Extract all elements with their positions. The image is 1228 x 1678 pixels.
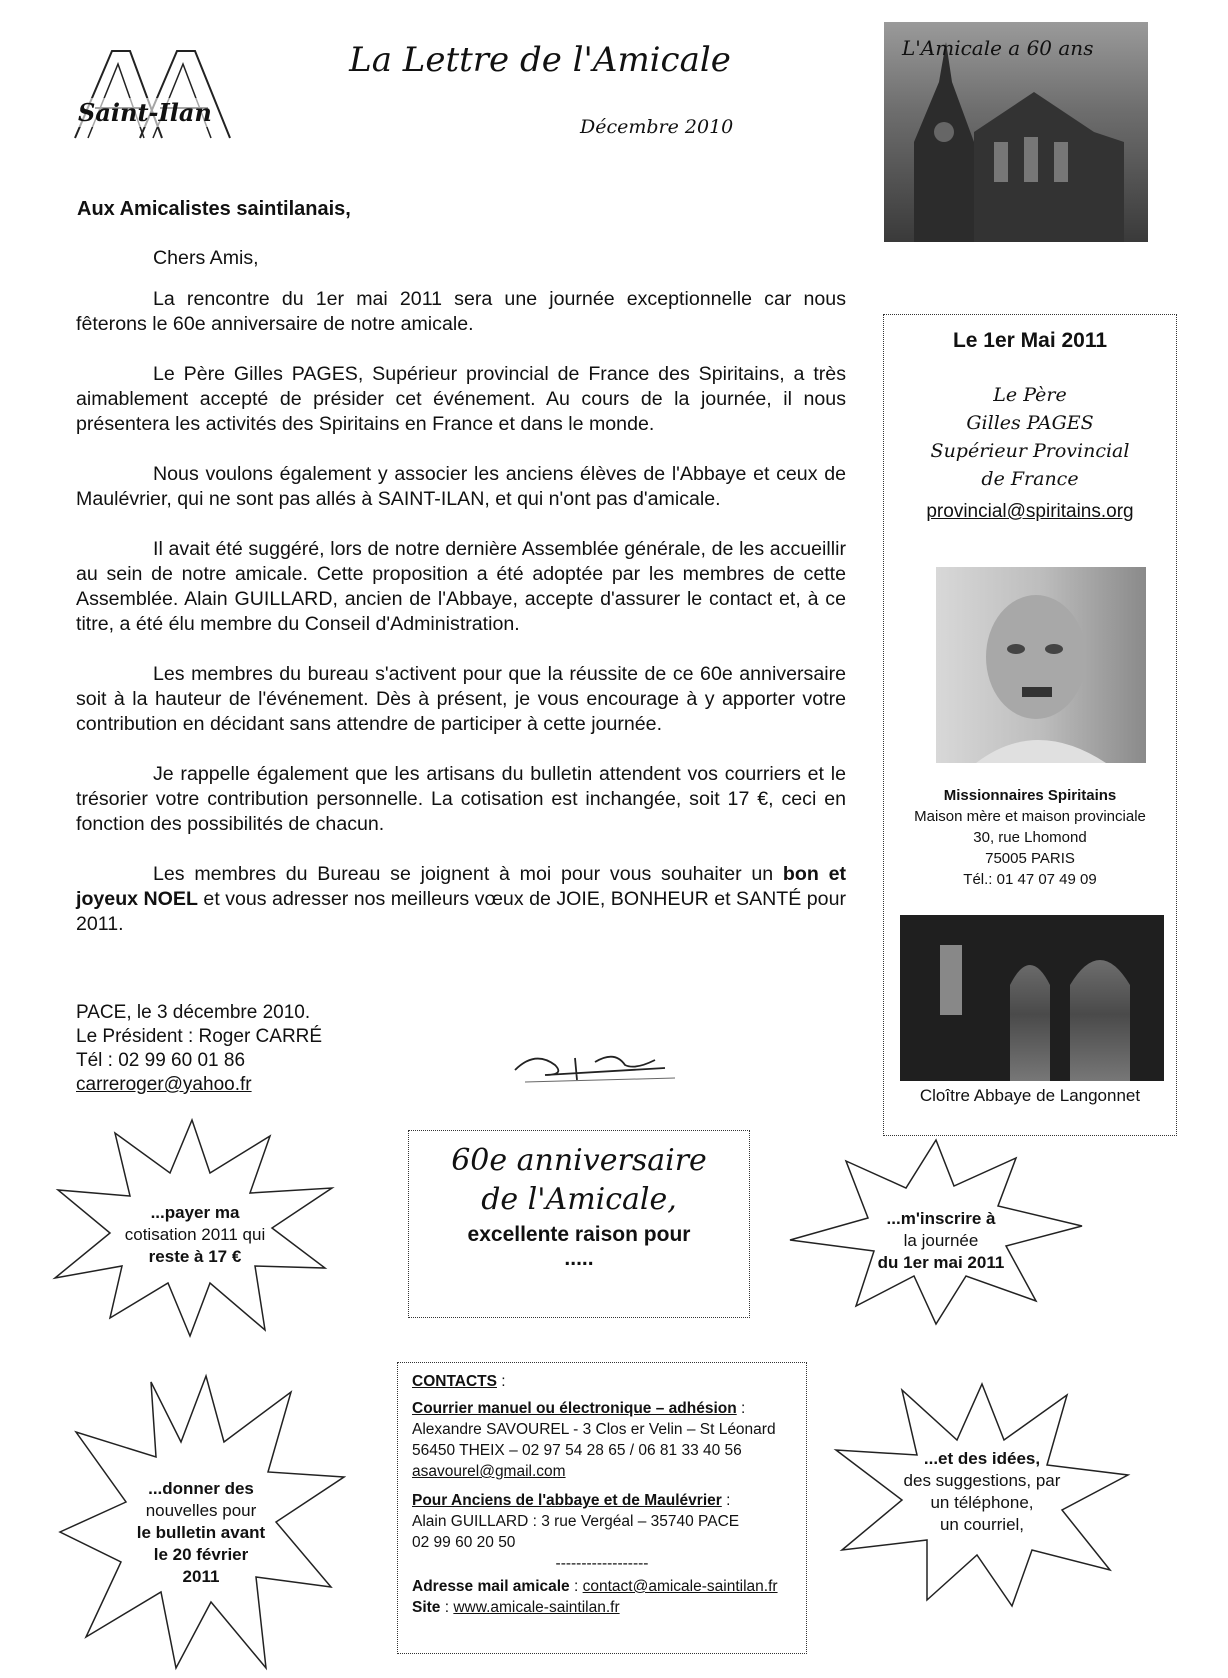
contacts-title: CONTACTS [412,1373,497,1390]
contacts-mail-value[interactable]: contact@amicale-saintilan.fr [582,1578,778,1595]
star2-line2: la journée [903,1231,979,1250]
star3-line3: le bulletin avant [136,1523,266,1542]
contacts-separator: ------------------ [555,1555,649,1572]
church-photo [884,22,1148,242]
paragraph-1: La rencontre du 1er mai 2011 sera une journée exceptionnelle car nous fêterons le 60e anniversaire de notre amicale. [76,288,846,335]
contacts-sec1-line1: Alexandre SAVOUREL - 3 Clos er Velin – St Léonard [412,1421,776,1438]
anniversary-line3: excellente raison pour [467,1223,691,1246]
sidebar-heading: Le 1er Mai 2011 [952,329,1108,352]
anniversary-line1: 60e anniversaire [451,1143,707,1178]
place-date: PACE, le 3 décembre 2010. [76,1002,311,1023]
paragraph-6: Je rappelle également que les artisans du bulletin attendent vos courriers et le trésorier votre contribution personnelle. La cotisation est inchangée, soit 17 €, ceci en fonction des possibilités de chacun. [76,763,846,835]
paragraph-4: Il avait été suggéré, lors de notre dernière Assemblée générale, de les accueillir au sein de notre amicale. Cette proposition a été adoptée par les membres de cette Assemblée. Alain GUILLARD, ancien de l'Abbaye, accepte d'assurer le contact et, à ce titre, a été élu membre du Conseil d'Administration. [76,538,846,635]
starburst-news [56,1372,346,1672]
star1-line3: reste à 17 € [148,1247,242,1266]
star2-line3: du 1er mai 2011 [877,1253,1005,1272]
contacts-sec1-line2: 56450 THEIX – 02 97 54 28 65 / 06 81 33 40 56 [412,1442,742,1459]
anniversary-line2: de l'Amicale, [481,1182,677,1217]
star3-line4: le 20 février [153,1545,249,1564]
star4-line2: des suggestions, par [903,1471,1061,1490]
greeting: Chers Amis, [153,247,259,269]
starburst-register [786,1136,1086,1326]
letter-date: Décembre 2010 [580,116,734,138]
paragraph-closing: Les membres du Bureau se joignent à moi pour vous souhaiter un bon et joyeux NOEL et vous adresser nos meilleurs vœux de JOIE, BONHEUR et SANTÉ pour 2011. [76,863,847,935]
page-title: La Lettre de l'Amicale [349,40,731,80]
starburst-ideas [832,1380,1132,1610]
president-phone: Tél : 02 99 60 01 86 [76,1050,246,1071]
logo-text: Saint-Ilan [78,98,212,127]
signature-block [76,1001,322,1097]
contacts-sec2-line1: Alain GUILLARD : 3 rue Vergéal – 35740 PACE [412,1513,740,1530]
portrait-photo [936,567,1146,763]
sidebar-email[interactable]: provincial@spiritains.org [926,501,1134,522]
paragraph-2: Le Père Gilles PAGES, Supérieur provincial de France des Spiritains, a très aimablement accepté de présider cet événement. Au cours de la journée, il nous présentera les activités des Spiritains en France et dans le monde. [76,363,846,435]
contacts-site-value[interactable]: www.amicale-saintilan.fr [453,1599,620,1616]
letter-body [76,246,846,962]
logo-graphic [70,46,236,144]
anniversary-line4: ..... [564,1247,594,1270]
star1-line1: ...payer ma [150,1203,240,1222]
contacts-sec2-title: Pour Anciens de l'abbaye et de Maulévrier [412,1492,722,1509]
contacts-sec2-line2: 02 99 60 20 50 [412,1534,516,1551]
paragraph-5: Les membres du bureau s'activent pour que la réussite de ce 60e anniversaire soit à la hauteur de l'événement. Dès à présent, je vous encourage à y apporter votre contribution en décidant sans attendre de participer à cette journée. [76,663,846,735]
photo-caption: L'Amicale a 60 ans [902,36,1094,60]
contacts-site-label: Site [412,1599,441,1616]
sidebar-box [883,314,1177,1136]
paragraph-3: Nous voulons également y associer les anciens élèves de l'Abbaye et ceux de Maulévrier, qui ne sont pas allés à SAINT-ILAN, et qui n'ont pas d'amicale. [76,463,846,510]
starburst-pay [50,1118,335,1338]
contacts-sec1-email[interactable]: asavourel@gmail.com [412,1463,566,1480]
star3-line5: 2011 [182,1567,220,1586]
star1-line2: cotisation 2011 qui [124,1225,266,1244]
star4-line3: un téléphone, [930,1493,1034,1512]
sidebar-handwritten: Le Père Gilles PAGES Supérieur Provincial de France [930,384,1130,490]
star4-line4: un courriel, [939,1515,1025,1534]
cloister-photo [900,915,1164,1081]
salutation: Aux Amicalistes saintilanais, [77,198,351,220]
contacts-sec1-title: Courrier manuel ou électronique – adhésion [412,1400,737,1417]
cloister-caption: Cloître Abbaye de Langonnet [919,1086,1141,1105]
sidebar-address: Missionnaires Spiritains Maison mère et maison provinciale 30, rue Lhomond 75005 PARIS Tél.: 01 47 07 49 09 [914,787,1146,888]
star3-line1: ...donner des [148,1479,254,1498]
anniversary-box [408,1130,750,1318]
star3-line2: nouvelles pour [145,1501,257,1520]
contacts-mail-label: Adresse mail amicale [412,1578,570,1595]
logo [70,46,236,144]
president-name: Le Président : Roger CARRÉ [76,1026,323,1047]
handwritten-signature [505,1040,695,1090]
star4-line1: ...et des idées, [923,1449,1041,1468]
contacts-box: CONTACTS : Courrier manuel ou électronique – adhésion : Alexandre SAVOUREL - 3 Clos er Velin – St Léonard 56450 THEIX – 02 97 54 28 65 / 06 81 33 40 56 asavourel@gmail.com Pour Anciens de l'abbaye et de Maulévrier : Alain GUILLARD : 3 rue Vergéal – 35740 PACE 02 99 60 20 50 ------------------ Adresse mail amicale : contact@amicale-saintilan.fr Site : www.amicale-saintilan.fr [397,1362,807,1654]
star2-line1: ...m'inscrire à [886,1209,996,1228]
president-email[interactable]: carreroger@yahoo.fr [76,1074,252,1095]
